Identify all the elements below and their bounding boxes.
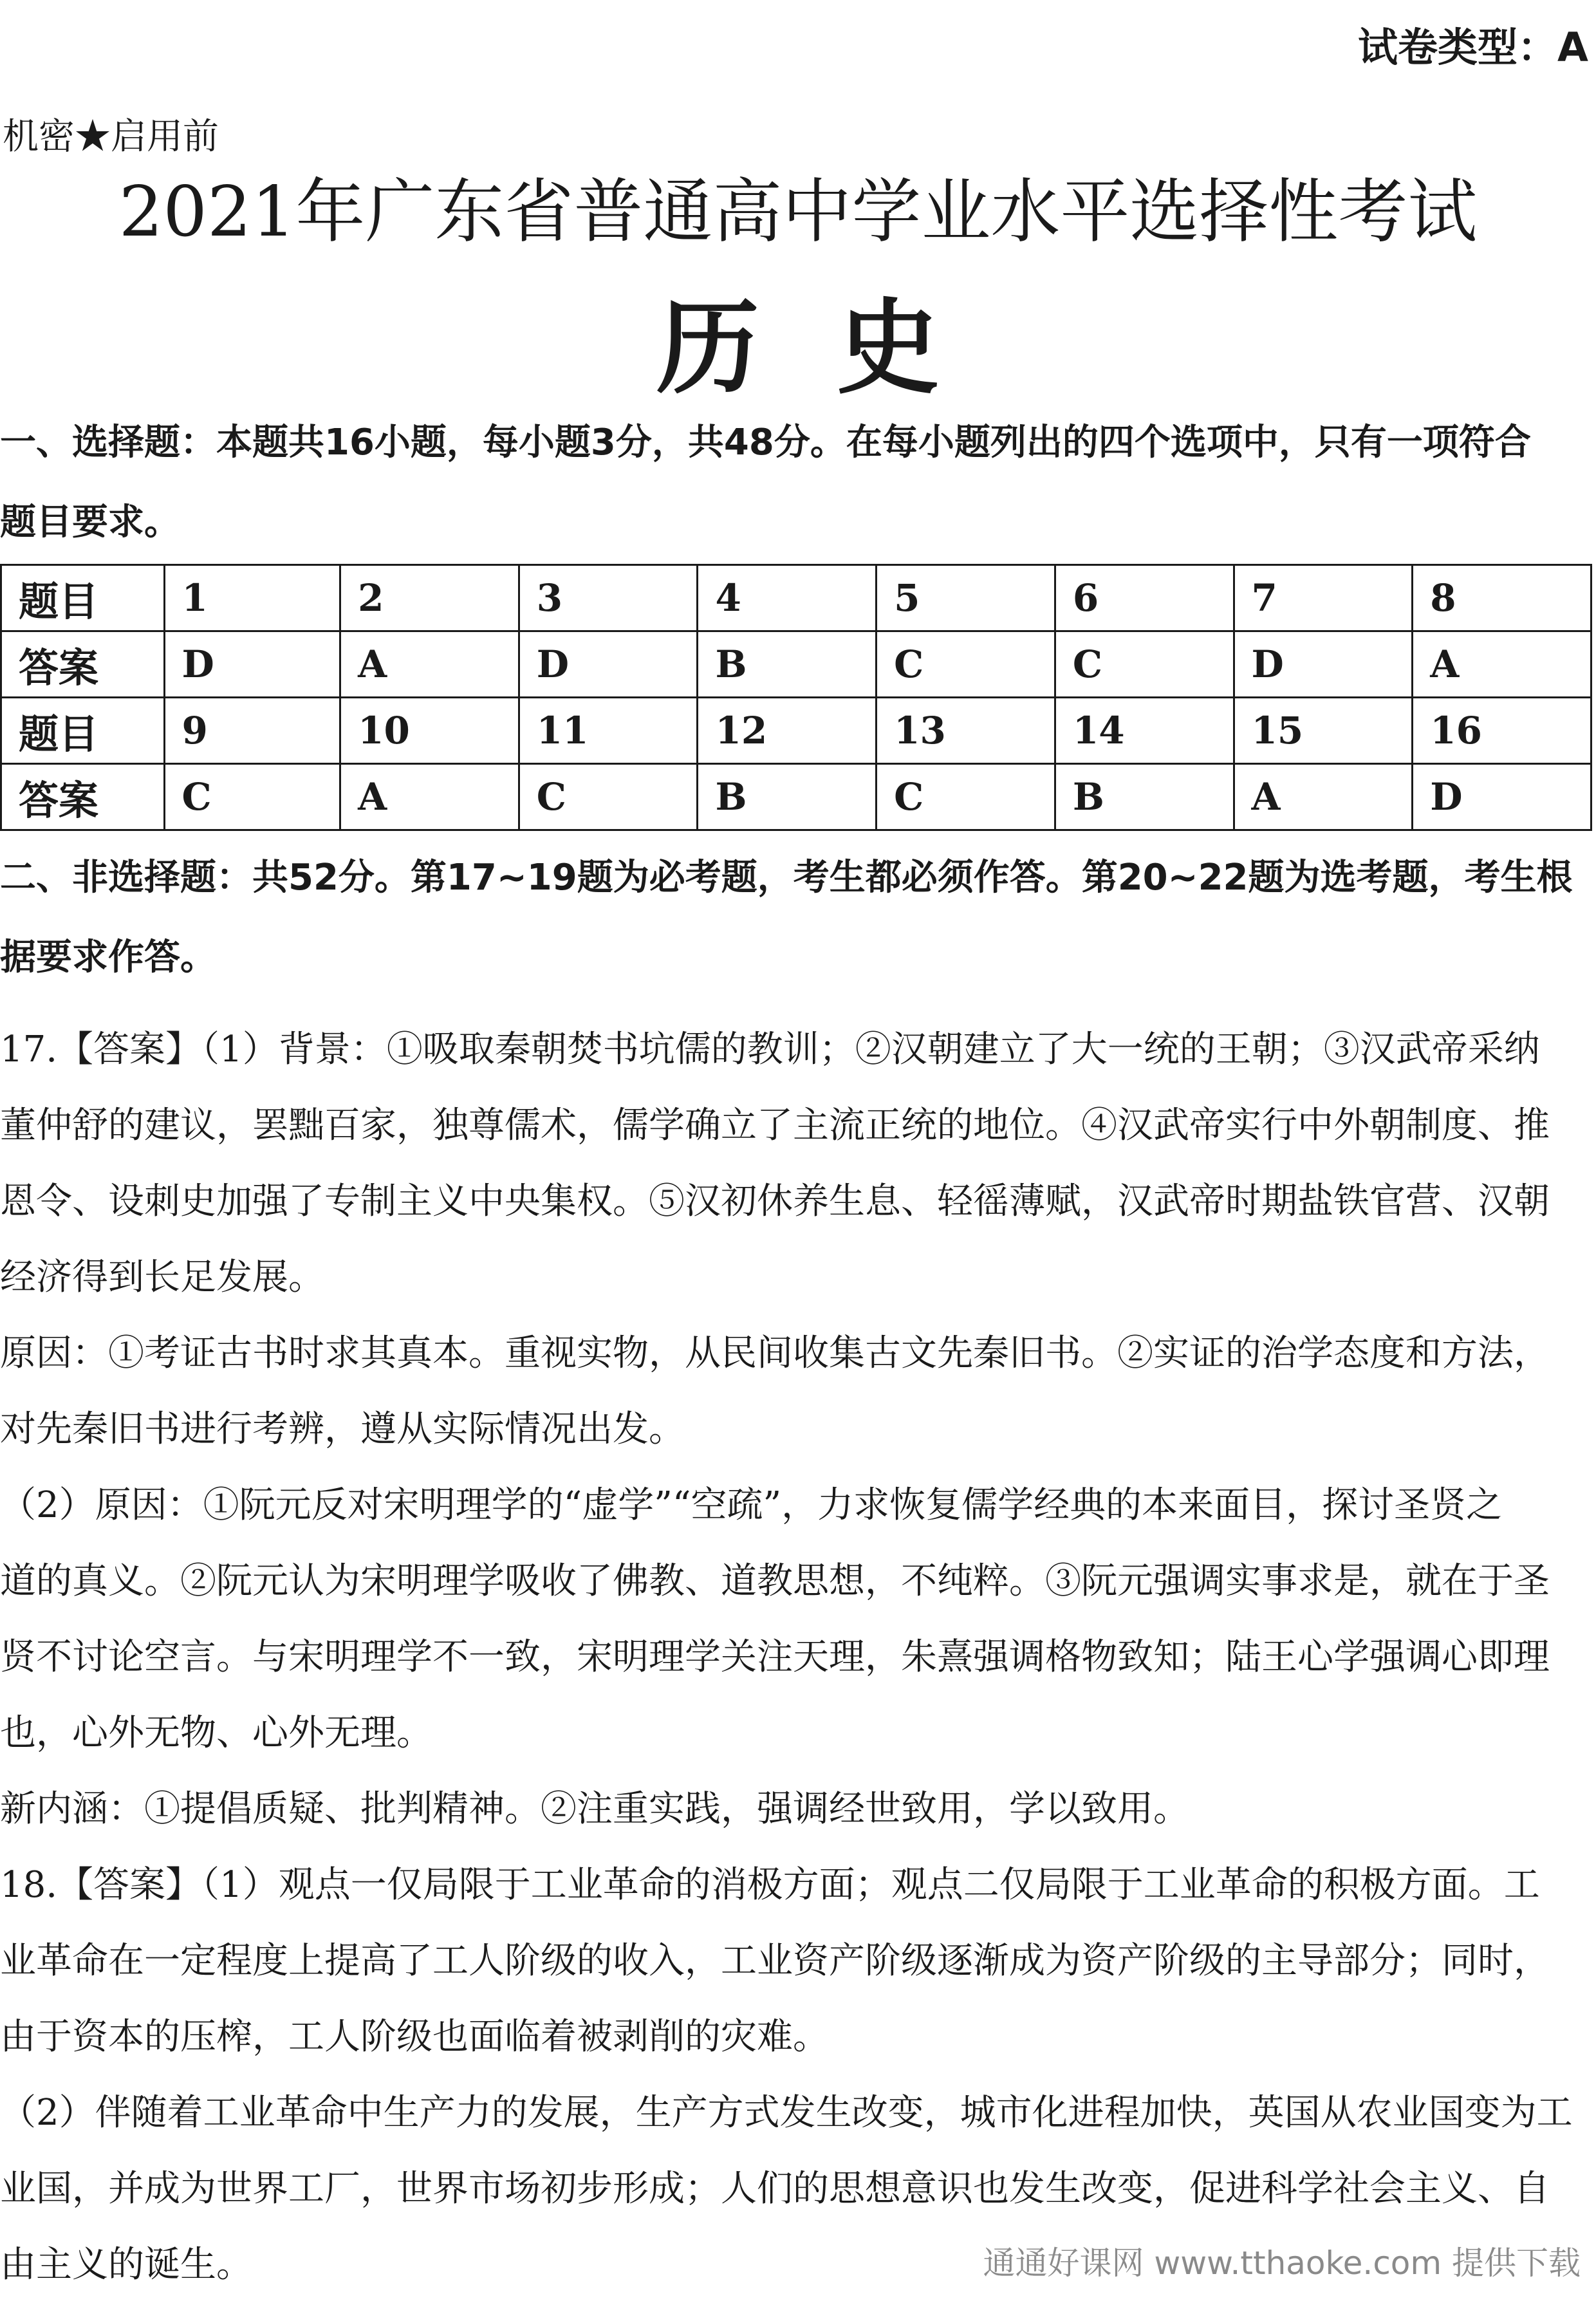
table-cell: C	[877, 764, 1055, 830]
table-cell: B	[698, 631, 877, 698]
exam-type-label: 试卷类型：A	[1358, 24, 1588, 71]
table-cell: B	[1055, 764, 1234, 830]
table-cell: 9	[164, 698, 340, 764]
section-1-line-2: 题目要求。	[0, 501, 180, 543]
text-line: 董仲舒的建议，罢黜百家，独尊儒术，儒学确立了主流正统的地位。④汉武帝实行中外朝制度、推	[0, 1105, 1550, 1146]
table-row-header: 答案	[1, 764, 165, 830]
table-cell: 12	[698, 698, 877, 764]
table-cell: 1	[164, 565, 340, 631]
table-cell: C	[877, 631, 1055, 698]
table-cell: C	[519, 764, 698, 830]
text-line: 业革命在一定程度上提高了工人阶级的收入，工业资产阶级逐渐成为资产阶级的主导部分；同时，	[0, 1940, 1550, 1982]
text-line: 原因：①考证古书时求其真本。重视实物，从民间收集古文先秦旧书。②实证的治学态度和方法，	[0, 1332, 1550, 1374]
subject-title: 历史	[656, 287, 1017, 408]
table-cell: 16	[1413, 698, 1591, 764]
text-line: 贤不讨论空言。与宋明理学不一致，宋明理学关注天理，朱熹强调格物致知；陆王心学强调心即理	[0, 1636, 1550, 1678]
answer-table	[0, 564, 1592, 831]
table-cell: 10	[340, 698, 519, 764]
table-cell: 15	[1234, 698, 1413, 764]
table-cell: 13	[877, 698, 1055, 764]
text-line: 由于资本的压榨，工人阶级也面临着被剥削的灾难。	[0, 2016, 829, 2058]
table-cell: 7	[1234, 565, 1413, 631]
table-row-header: 题目	[1, 565, 165, 631]
text-line: 道的真义。②阮元认为宋明理学吸收了佛教、道教思想，不纯粹。③阮元强调实事求是，就在于圣	[0, 1560, 1550, 1602]
table-cell: 14	[1055, 698, 1234, 764]
text-line: 17.【答案】（1）背景：①吸取秦朝焚书坑儒的教训；②汉朝建立了大一统的王朝；③汉武帝采纳	[0, 1029, 1540, 1070]
section-1-line-1: 一、选择题：本题共16小题，每小题3分，共48分。在每小题列出的四个选项中，只有一项符合	[0, 422, 1531, 463]
table-cell: A	[340, 631, 519, 698]
text-line: （2）伴随着工业革命中生产力的发展，生产方式发生改变，城市化进程加快，英国从农业国变为工	[0, 2092, 1573, 2134]
table-row	[1, 631, 1591, 698]
table-cell: A	[340, 764, 519, 830]
table-cell: C	[1055, 631, 1234, 698]
table-cell: D	[1413, 764, 1591, 830]
table-cell: D	[519, 631, 698, 698]
section-2-line-1: 二、非选择题：共52分。第17~19题为必考题，考生都必须作答。第20~22题为选考题，考生根	[0, 857, 1573, 899]
table-cell: B	[698, 764, 877, 830]
table-cell: D	[1234, 631, 1413, 698]
table-cell: D	[164, 631, 340, 698]
text-line: 对先秦旧书进行考辨，遵从实际情况出发。	[0, 1408, 685, 1450]
text-line: 经济得到长足发展。	[0, 1256, 324, 1298]
table-row-header: 题目	[1, 698, 165, 764]
table-cell: A	[1234, 764, 1413, 830]
section-2-heading	[0, 838, 1596, 998]
table-cell: 3	[519, 565, 698, 631]
table-cell: 5	[877, 565, 1055, 631]
section-2-line-2: 据要求作答。	[0, 937, 216, 978]
table-cell: C	[164, 764, 340, 830]
table-row	[1, 764, 1591, 830]
table-row	[1, 698, 1591, 764]
table-cell: 2	[340, 565, 519, 631]
text-line: 由主义的诞生。	[0, 2244, 252, 2286]
text-line: 18.【答案】（1）观点一仅局限于工业革命的消极方面；观点二仅局限于工业革命的积极方面。工	[0, 1864, 1540, 1906]
text-line: 新内涵：①提倡质疑、批判精神。②注重实践，强调经世致用，学以致用。	[0, 1788, 1189, 1830]
answer-explanations	[0, 1012, 1596, 2303]
section-1-heading	[0, 403, 1596, 563]
page-title: 2021年广东省普通高中学业水平选择性考试	[118, 172, 1478, 252]
table-row-header: 答案	[1, 631, 165, 698]
text-line: 恩令、设刺史加强了专制主义中央集权。⑤汉初休养生息、轻徭薄赋，汉武帝时期盐铁官营、汉朝	[0, 1180, 1550, 1222]
confidential-label: 机密★启用前	[3, 116, 219, 158]
table-cell: 6	[1055, 565, 1234, 631]
table-cell: A	[1413, 631, 1591, 698]
table-cell: 11	[519, 698, 698, 764]
table-cell: 8	[1413, 565, 1591, 631]
table-row	[1, 565, 1591, 631]
watermark: 通通好课网 www.tthaoke.com 提供下载	[976, 2233, 1587, 2288]
table-cell: 4	[698, 565, 877, 631]
text-line: 也，心外无物、心外无理。	[0, 1712, 432, 1754]
text-line: 业国，并成为世界工厂，世界市场初步形成；人们的思想意识也发生改变，促进科学社会主义、自	[0, 2168, 1550, 2210]
text-line: （2）原因：①阮元反对宋明理学的“虚学”“空疏”，力求恢复儒学经典的本来面目，探讨圣贤之	[0, 1484, 1503, 1526]
